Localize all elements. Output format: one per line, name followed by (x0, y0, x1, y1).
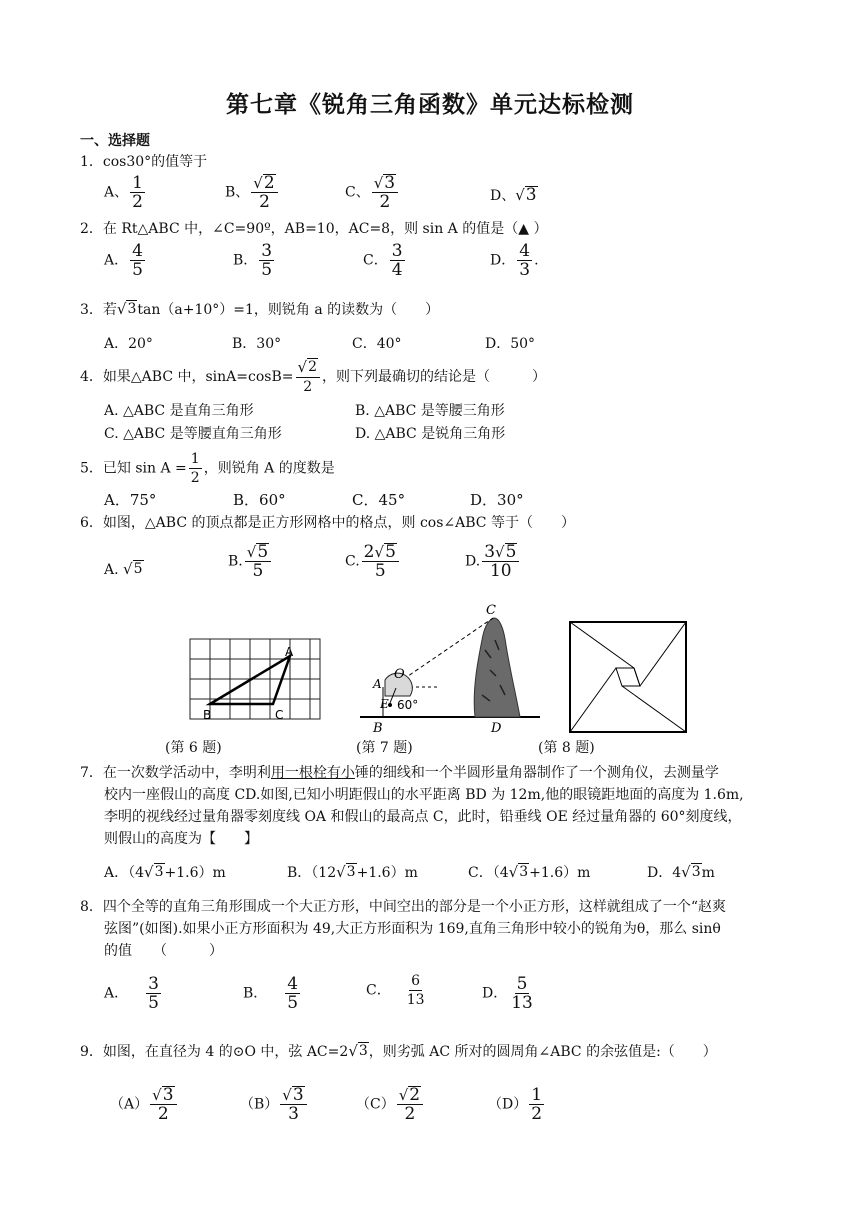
figure-6-caption: (第 6 题) (165, 740, 222, 756)
question-8-line-3: 的值 （ ） (104, 943, 223, 959)
fig7-angle-label: 60° (397, 698, 419, 712)
q3-option-b: B．30° (232, 336, 282, 352)
question-2-stem: 2．在 Rt△ABC 中，∠C=90º，AB=10，AC=8，则 sin A 的值是（▲ ） (80, 221, 548, 237)
fig6-label-c: C (275, 708, 284, 722)
q8-option-d: D． $\frac{5}{13}$ (482, 974, 533, 1013)
question-7-line-1: 7．在一次数学活动中，李明利用一根栓有小锤的细线和一个半圆形量角器制作了一个测角仪，去测量学 (80, 765, 719, 781)
q4-option-a: A. △ABC 是直角三角形 (104, 403, 254, 419)
question-8-line-1: 8．四个全等的直角三角形围成一个大正方形，中间空出的部分是一个小正方形，这样就组成了一个“赵爽 (80, 899, 727, 915)
q5-option-b: B．60° (233, 491, 286, 509)
q7-option-a: A．（4 √ 3 +1.6）m (104, 863, 226, 881)
q9-option-b: （B） √ 3 3 (240, 1086, 309, 1123)
fig7-label-b: B (373, 721, 383, 736)
q9-option-c: （C） √ 2 2 (356, 1086, 425, 1123)
q7-option-b: B．（12 √ 3 +1.6）m (287, 863, 418, 881)
figure-8-caption: (第 8 题) (538, 740, 595, 756)
question-9-stem: 9．如图，在直径为 4 的⊙O 中，弦 AC=2 √ 3 ，则劣弧 AC 所对的圆周角∠ABC 的余弦值是:（ ） (80, 1042, 717, 1060)
q7-option-c: C．（4 √ 3 +1.6）m (468, 863, 591, 881)
q1-option-c: C、 √ 3 2 (345, 174, 400, 211)
q8-option-a: A． $\frac{3}{5}$ (104, 974, 159, 1013)
q6-option-b: B. √ 5 5 (228, 543, 273, 580)
figure-7-mountain (360, 600, 540, 740)
q6-option-a: A. √ 5 (104, 560, 143, 578)
figure-8-zhao-shuang-diagram (568, 620, 688, 734)
q4-option-d: D. △ABC 是锐角三角形 (355, 426, 506, 442)
question-1-stem: 1．cos30°的值等于 (80, 154, 208, 170)
q4-option-c: C. △ABC 是等腰直角三角形 (104, 426, 282, 442)
question-7-line-2: 校内一座假山的高度 CD.如图,已知小明距假山的水平距离 BD 为 12m,他的眼镜距地面的高度为 1.6m, (104, 787, 744, 803)
q5-option-c: C．45° (352, 491, 406, 509)
q9-option-a: （A） √ 3 2 (110, 1086, 179, 1123)
q7-option-d: D．4 √ 3 m (647, 863, 715, 881)
q8-option-c: C． $\frac{6}{13}$ (366, 973, 425, 1008)
q2-option-b: B． $\frac{3}{5}$ (233, 241, 273, 280)
q3-option-c: C．40° (352, 336, 402, 352)
q5-option-d: D．30° (470, 491, 524, 509)
fig6-label-b: B (203, 708, 212, 722)
question-7-line-4: 则假山的高度为【 】 (104, 831, 258, 847)
q4-option-b: B. △ABC 是等腰三角形 (355, 403, 505, 419)
question-6-stem: 6．如图，△ABC 的顶点都是正方形网格中的格点，则 cos∠ABC 等于（ ） (80, 515, 575, 531)
question-4-stem: 4．如果△ABC 中，sinA=cosB= √ 2 2 ，则下列最确切的结论是（ ） (80, 358, 546, 395)
q2-option-c: C． $\frac{3}{4}$ (363, 241, 403, 280)
q8-option-b: B． $\frac{4}{5}$ (243, 974, 299, 1013)
fig7-label-e: E (380, 697, 389, 711)
q3-option-a: A．20° (104, 336, 153, 352)
q1-option-d: D、 √ 3 (490, 185, 537, 205)
figure-6-grid (185, 634, 325, 724)
fig7-label-d: D (491, 721, 502, 736)
q2-option-a: A． $\frac{4}{5}$ (104, 241, 143, 280)
fig7-label-o: O (394, 667, 405, 682)
fig7-label-c: C (486, 603, 496, 618)
q1-option-b: B、 √ 2 2 (225, 174, 280, 211)
q3-option-d: D．50° (485, 336, 536, 352)
question-3-stem: 3．若 √ 3 tan（a+10°）=1，则锐角 a 的读数为（ ） (80, 300, 440, 318)
fig6-label-a: A (285, 645, 294, 659)
q6-option-d: D. 3 √ 5 10 (465, 543, 521, 580)
page-title: 第七章《锐角三角函数》单元达标检测 (226, 92, 634, 118)
question-8-line-2: 弦图”(如图).如果小正方形面积为 49,大正方形面积为 169,直角三角形中较小的锐角为θ，那么 sinθ (104, 921, 721, 937)
q5-option-a: A．75° (104, 491, 157, 509)
q9-option-d: （D） $\frac{1}{2}$ (488, 1085, 543, 1124)
figure-7-caption: (第 7 题) (356, 740, 413, 756)
fig7-label-a: A (373, 677, 382, 691)
question-5-stem: 5．已知 sin A = $\frac{1}{2}$ ，则锐角 A 的度数是 (80, 451, 335, 486)
q2-option-d: D． $\frac{4}{3}$ . (490, 241, 539, 280)
q6-option-c: C. 2 √ 5 5 (345, 543, 401, 580)
q1-option-a: A、 $\frac{1}{2}$ (104, 173, 143, 212)
section-heading: 一、选择题 (80, 133, 150, 149)
question-7-line-3: 李明的视线经过量角器零刻度线 OA 和假山的最高点 C，此时，铅垂线 OE 经过量角器的 60°刻度线， (104, 809, 742, 825)
